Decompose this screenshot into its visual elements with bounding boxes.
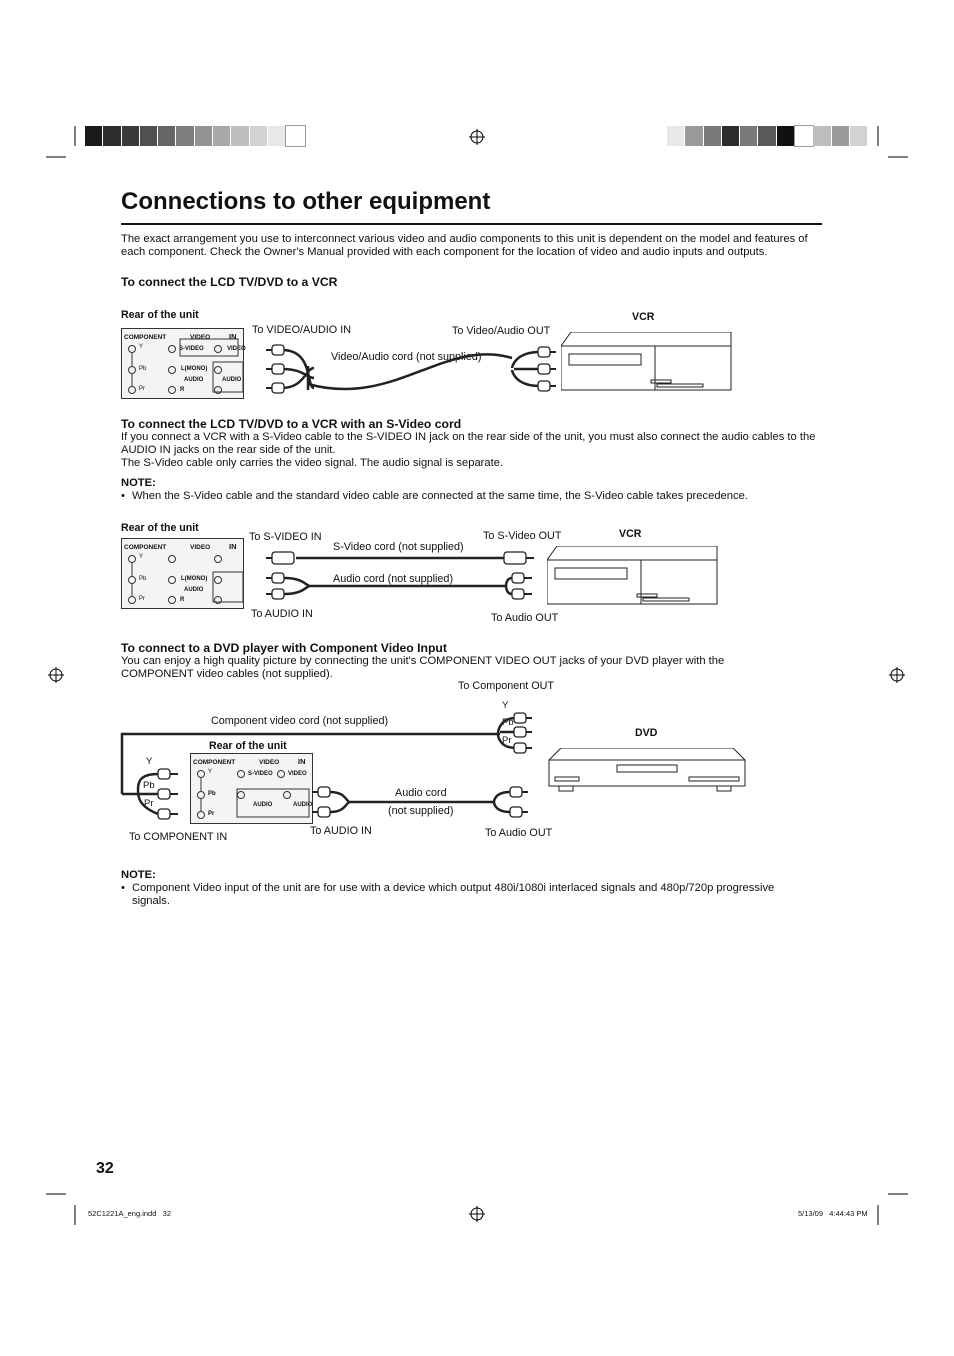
panel-lmono: L(MONO) [181,576,208,582]
section1-heading: To connect the LCD TV/DVD to a VCR [121,275,338,289]
panel-y: Y [139,344,144,350]
section2-rear-label: Rear of the unit [121,522,199,534]
vcr-1-drawing [561,332,733,391]
page-title: Connections to other equipment [121,188,491,215]
dvd-player [547,748,747,793]
section2-note-label: NOTE: [121,477,156,489]
panel-y: Y [208,769,213,775]
panel-component-label: COMPONENT [124,544,167,551]
section3-to-audio-in: To AUDIO IN [310,825,372,837]
section3-pr-in: Pr [144,798,154,809]
panel-audio-2: AUDIO [293,802,313,808]
panel-component-label: COMPONENT [193,759,236,766]
color-swatch [176,126,194,146]
section2-cords [244,548,554,618]
panel-svideo: S-VIDEO [179,346,204,352]
section1-cords [244,338,564,398]
bullet: • [121,882,125,894]
dvd-drawing [547,748,747,793]
color-swatch [250,126,268,146]
color-swatch [813,126,831,146]
section2-note [121,490,826,503]
panel-pr: Pr [139,386,145,392]
vcr-2 [547,546,719,605]
color-swatch [268,126,286,146]
panel-audio: AUDIO [253,802,273,808]
panel-in-label: IN [229,542,237,551]
page-number: 32 [96,1160,114,1177]
panel-audio: AUDIO [184,377,204,383]
color-swatch [758,126,776,146]
section3-audio-cord-2: (not supplied) [388,805,454,817]
section2-to-svideo-out: To S-Video OUT [483,530,562,542]
note2-label: NOTE: [121,869,156,881]
panel-video-jack: VIDEO [227,346,246,352]
section3-y-in: Y [146,756,153,767]
section3-cords [118,700,548,830]
color-swatch [795,126,813,146]
color-bar-right [667,126,868,146]
color-swatch [685,126,703,146]
section1-rear-label: Rear of the unit [121,309,199,321]
section2-body1: If you connect a VCR with a S-Video cable to the S-VIDEO IN jack on the rear side of the unit, you must also connect the audio cables to the AUDIO IN jacks on the rear side of the unit. [121,431,816,456]
color-swatch [85,126,103,146]
section3-pr-out: Pr [502,735,512,746]
section3-y-out: Y [502,700,509,711]
color-swatch [158,126,176,146]
panel-pr: Pr [208,811,215,817]
panel-in-label: IN [298,757,306,766]
color-swatch [231,126,249,146]
panel-lmono: L(MONO) [181,366,208,372]
panel-audio: AUDIO [184,587,204,593]
panel-jacks [122,329,245,400]
section1-cord: Video/Audio cord (not supplied) [331,351,482,363]
panel-pb: Pb [139,576,147,582]
panel-pb: Pb [139,366,147,372]
color-swatch [777,126,795,146]
section3-pb-in: Pb [143,780,155,791]
section3-rear-label: Rear of the unit [209,740,287,752]
bullet: • [121,490,125,502]
vcr-1 [561,332,733,391]
footer-left: 52C1221A_eng.indd 32 [88,1209,171,1218]
color-swatch [832,126,850,146]
vcr-2-drawing [547,546,719,605]
note2-text: Component Video input of the unit are for use with a device which output 480i/1080i interlaced signals and 480p/720p progressive signals. [132,882,775,907]
panel-video-label: VIDEO [190,334,211,341]
footer-right: 5/13/09 4:44:43 PM [798,1209,868,1218]
color-swatch [722,126,740,146]
title-rule [121,223,822,225]
panel-component-label: COMPONENT [124,334,167,341]
section2-audio-cord: Audio cord (not supplied) [333,573,454,585]
panel-r: R [180,597,185,603]
rear-panel-2 [121,538,244,609]
section3-dvd-label: DVD [635,727,658,739]
section2-body2: The S-Video cable only carries the video signal. The audio signal is separate. [121,457,504,469]
color-swatch [667,126,685,146]
color-swatch [286,126,304,146]
section3-audio-cord-1: Audio cord [395,787,447,799]
color-swatch [140,126,158,146]
section3-component-cord: Component video cord (not supplied) [211,715,389,727]
note2 [121,882,811,908]
section2-svideo-cord: S-Video cord (not supplied) [333,541,464,553]
section1-to-in: To VIDEO/AUDIO IN [252,324,351,336]
color-swatch [213,126,231,146]
panel-video-jack: VIDEO [288,771,307,777]
panel-jacks [122,539,245,610]
section1-vcr-label: VCR [632,311,655,323]
panel-in-label: IN [229,332,237,341]
panel-video-label: VIDEO [259,759,280,766]
panel-pr: Pr [139,596,145,602]
section3-to-component-out: To Component OUT [458,680,555,692]
color-swatch [122,126,140,146]
section2-to-audio-out: To Audio OUT [491,612,559,624]
color-swatch [103,126,121,146]
section3-to-component-in: To COMPONENT IN [129,831,228,843]
section3-body: You can enjoy a high quality picture by connecting the unit's COMPONENT VIDEO OUT jacks of your DVD player with the COMPONENT video cables (not supplied). [121,655,725,680]
rear-panel-1 [121,328,244,399]
color-swatch [195,126,213,146]
section2-heading: To connect the LCD TV/DVD to a VCR with an S-Video cord [121,417,462,431]
intro-text: The exact arrangement you use to interconnect various video and audio components to this unit is dependent on the model and features of each component. Check the Owner's Manual provided with each component for the location of video and audio inputs and outputs. [121,233,808,258]
section3-to-audio-out: To Audio OUT [485,827,553,839]
panel-audio-2: AUDIO [222,377,242,383]
color-bar-left [85,126,305,146]
color-swatch [740,126,758,146]
section2-to-audio-in: To AUDIO IN [251,608,313,620]
section2-vcr-label: VCR [619,528,642,540]
panel-r: R [180,387,185,393]
section2-note-text: When the S-Video cable and the standard video cable are connected at the same time, the S-Video cable takes precedence. [132,490,748,502]
section1-to-out: To Video/Audio OUT [452,325,551,337]
panel-svideo: S-VIDEO [248,771,273,777]
section3-pb-out: Pb [502,717,514,728]
panel-video-label: VIDEO [190,544,211,551]
color-swatch [850,126,868,146]
section3-heading: To connect to a DVD player with Component Video Input [121,641,447,655]
panel-pb: Pb [208,791,216,797]
color-swatch [704,126,722,146]
section2-to-svideo-in: To S-VIDEO IN [249,531,322,543]
panel-y: Y [139,554,144,560]
